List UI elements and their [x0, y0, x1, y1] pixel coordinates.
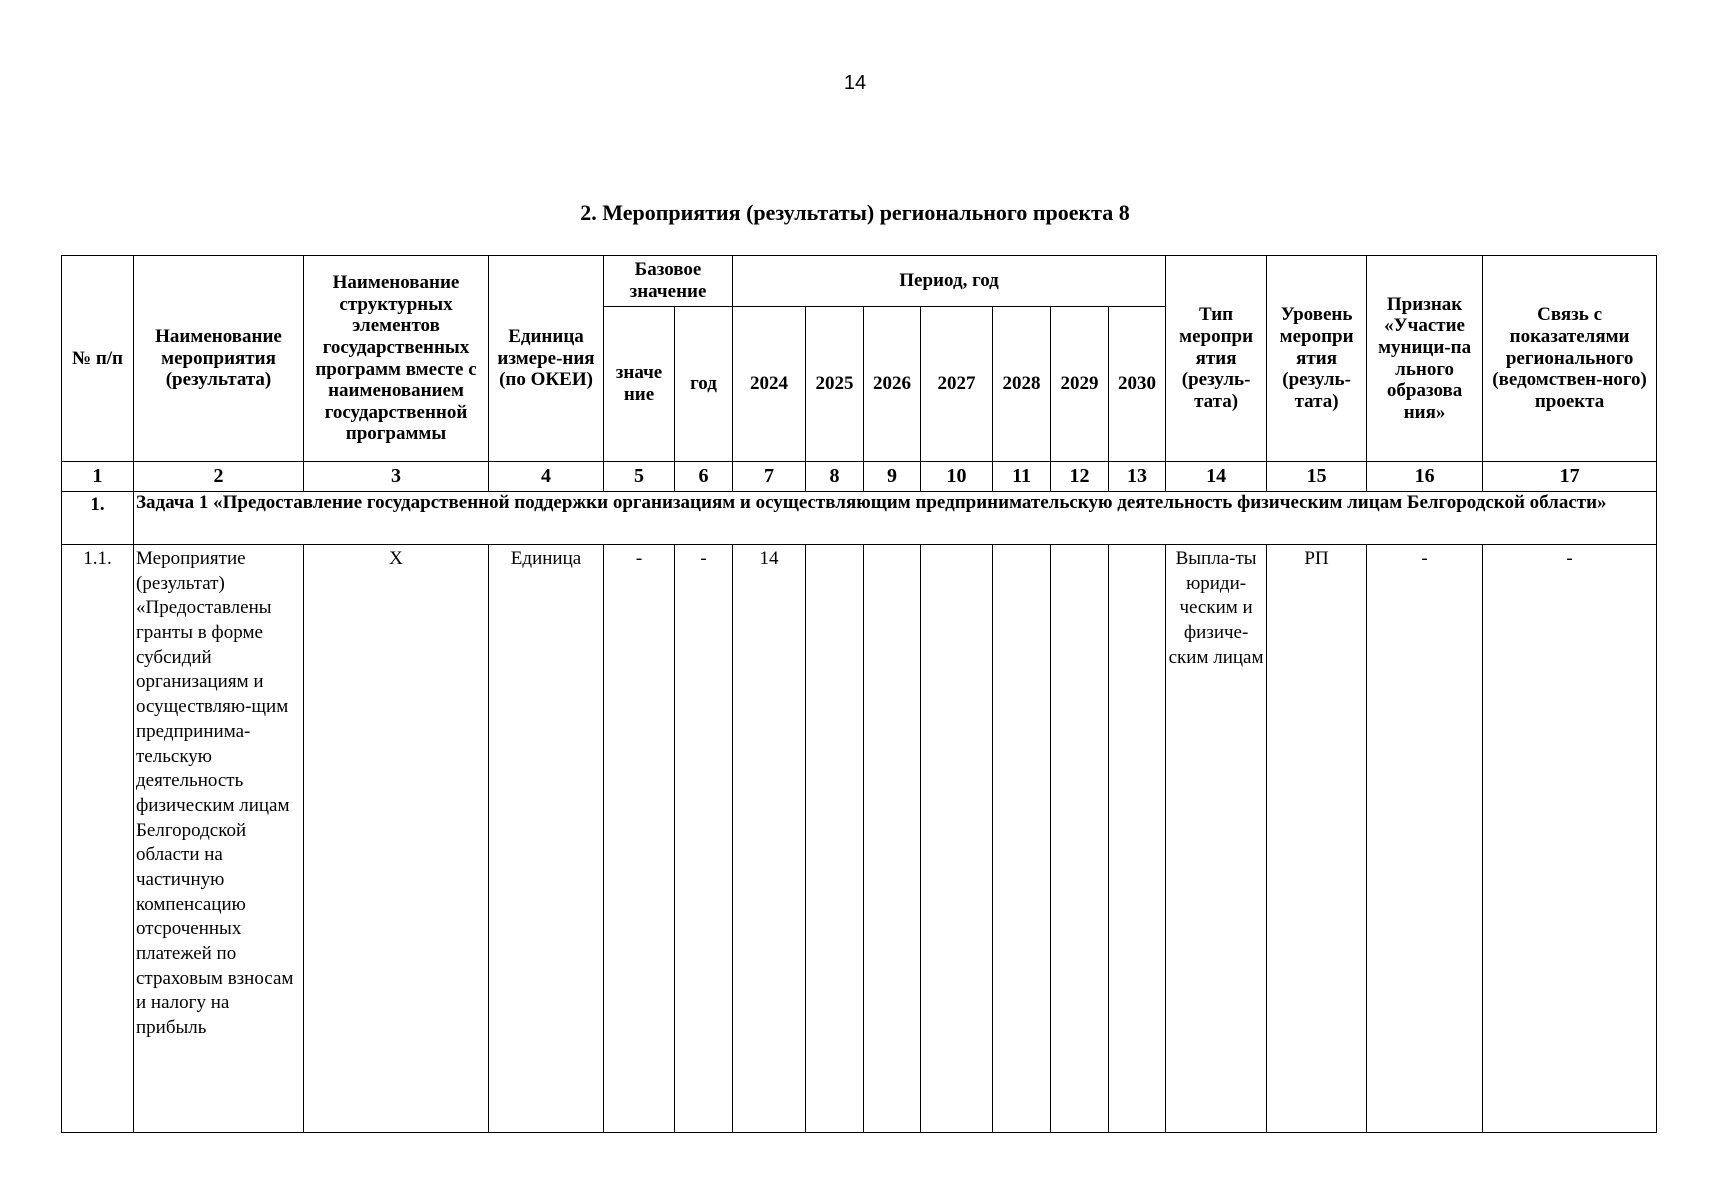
row-value-2030 [1109, 545, 1166, 1133]
column-number: 6 [675, 462, 733, 492]
row-number: 1.1. [62, 545, 134, 1133]
row-base-value: - [604, 545, 675, 1133]
header-period: Период, год [733, 256, 1166, 307]
events-table [61, 255, 1657, 1133]
header-base-value: значе ние [604, 307, 675, 462]
column-number: 8 [806, 462, 864, 492]
row-link: - [1483, 545, 1657, 1133]
column-number: 9 [864, 462, 921, 492]
task-number: 1. [62, 492, 134, 545]
section-title: 2. Мероприятия (результаты) регионального проекта 8 [580, 200, 1130, 225]
column-number-row [62, 462, 1657, 492]
row-value-2029 [1051, 545, 1109, 1133]
header-base: Базовое значение [604, 256, 733, 307]
row-unit: Единица [489, 545, 604, 1133]
column-number: 13 [1109, 462, 1166, 492]
column-number: 5 [604, 462, 675, 492]
column-number: 17 [1483, 462, 1657, 492]
column-number: 3 [304, 462, 489, 492]
header-structural: Наименование структурных элементов государственных программ вместе с наименованием государственной программы [304, 256, 489, 462]
row-value-2028 [993, 545, 1051, 1133]
header-year-2030: 2030 [1109, 307, 1166, 462]
row-level: РП [1267, 545, 1367, 1133]
column-number: 7 [733, 462, 806, 492]
row-sign: - [1367, 545, 1483, 1133]
header-type: Тип меропри ятия (резуль-тата) [1166, 256, 1267, 462]
row-base-year: - [675, 545, 733, 1133]
column-number: 14 [1166, 462, 1267, 492]
header-year-2027: 2027 [921, 307, 993, 462]
row-value-2027 [921, 545, 993, 1133]
header-year-2029: 2029 [1051, 307, 1109, 462]
row-structural: X [304, 545, 489, 1133]
header-sign: Признак «Участие муници-па льного образова ния» [1367, 256, 1483, 462]
header-name: Наименование мероприятия (результата) [134, 256, 304, 462]
column-number: 16 [1367, 462, 1483, 492]
header-unit: Единица измере-ния (по ОКЕИ) [489, 256, 604, 462]
header-base-year: год [675, 307, 733, 462]
row-name: Мероприятие (результат) «Предоставлены гранты в форме субсидий организациям и осуществляю-щим предпринима-тельскую деятельность физическим лицам Белгородской области на частичную компенсацию отсроченных платежей по страховым взносам и налогу на прибыль [134, 545, 304, 1133]
header-num: № п/п [62, 256, 134, 462]
header-year-2025: 2025 [806, 307, 864, 462]
column-number: 1 [62, 462, 134, 492]
column-number: 15 [1267, 462, 1367, 492]
row-value-2024: 14 [733, 545, 806, 1133]
column-number: 2 [134, 462, 304, 492]
table-row [62, 545, 1657, 1133]
task-row [62, 492, 1657, 545]
column-number: 12 [1051, 462, 1109, 492]
header-year-2028: 2028 [993, 307, 1051, 462]
column-number: 11 [993, 462, 1051, 492]
row-value-2025 [806, 545, 864, 1133]
header-year-2026: 2026 [864, 307, 921, 462]
row-type: Выпла-ты юриди-ческим и физиче-ским лицам [1166, 545, 1267, 1133]
header-link: Связь с показателями регионального (ведомствен-ного) проекта [1483, 256, 1657, 462]
page-number: 14 [843, 72, 867, 94]
header-year-2024: 2024 [733, 307, 806, 462]
task-text: Задача 1 «Предоставление государственной поддержки организациям и осуществляющим предпринимательскую деятельность физическим лицам Белгородской области» [134, 492, 1657, 545]
column-number: 10 [921, 462, 993, 492]
header-level: Уровень меропри ятия (резуль-тата) [1267, 256, 1367, 462]
column-number: 4 [489, 462, 604, 492]
row-value-2026 [864, 545, 921, 1133]
